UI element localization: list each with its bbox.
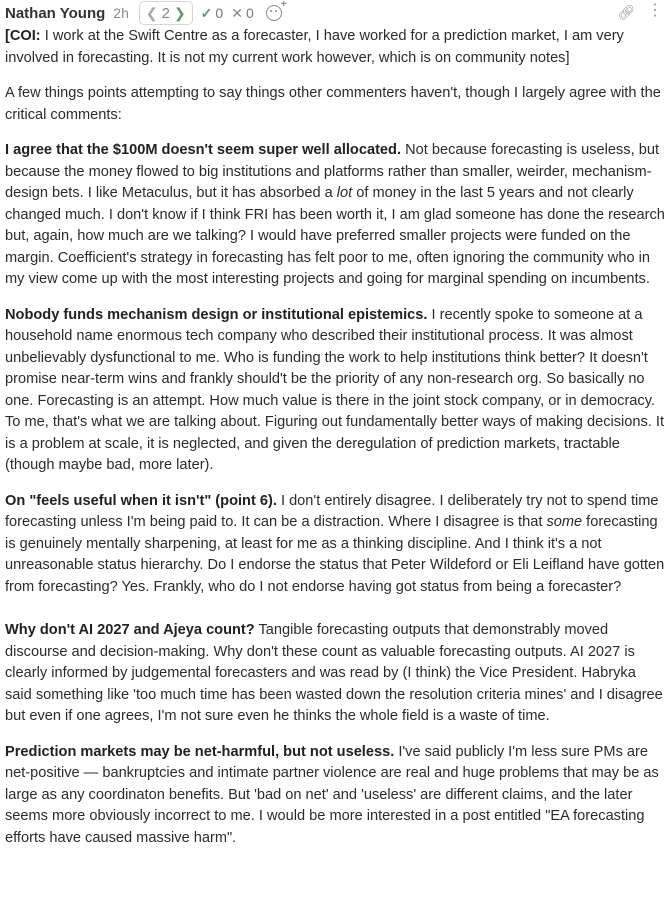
- chevron-left-icon[interactable]: ❮: [145, 4, 158, 21]
- disagree-count: 0: [245, 5, 254, 21]
- bold-lead: On "feels useful when it isn't" (point 6).: [5, 492, 277, 509]
- bold-lead: [COI:: [5, 28, 41, 44]
- paragraph-prediction-markets: [5, 742, 666, 850]
- bold-lead: Prediction markets may be net-harmful, but not useless.: [5, 743, 395, 760]
- cross-icon[interactable]: ✕: [231, 4, 243, 21]
- paragraph-coi: [5, 26, 666, 69]
- italic-emphasis: some: [546, 514, 583, 530]
- comment-header: [5, 0, 666, 26]
- agree-count: 0: [215, 5, 224, 21]
- paragraph-text: I work at the Swift Centre as a forecaster, I have worked for a prediction market, I am very involved in forecasting. It is not my current work however, which is on community notes]: [5, 28, 624, 66]
- more-vertical-icon[interactable]: ⋮: [647, 2, 662, 19]
- paragraph-intro: [5, 83, 666, 126]
- comment-time[interactable]: 2h: [113, 5, 129, 21]
- link-icon[interactable]: 🔗︎: [617, 4, 635, 20]
- bold-lead: Why don't AI 2027 and Ajeya count?: [5, 622, 255, 638]
- agree-vote[interactable]: [201, 5, 224, 22]
- bold-lead: Nobody funds mechanism design or institutional epistemics.: [5, 306, 428, 323]
- paragraph-text: Not because forecasting is useless, but because the money flowed to big institutions and platforms rather than smaller, weirder, mechanism-design bets. I like Metaculus, but it has absorbed a: [5, 142, 659, 201]
- author-name[interactable]: Nathan Young: [5, 4, 106, 22]
- paragraph-text: of money in the last 5 years and not clearly changed much. I don't know if I think FRI has been worth it, I am glad someone has done the research but, again, how much are we talking? I would have preferred smaller projects were funded on the margin. Coefficient's strategy in forecasting has felt poor to me, often ignoring the community who in my view come up with the most interesting projects and going for marginal spending on incumbents.: [5, 185, 665, 287]
- paragraph-text: Tangible forecasting outputs that demonstrably moved discourse and decision-making. Why don't these count as valuable forecasting outputs. AI 2027 is clearly informed by judgemental forecasters and was read by (I think) the Vice President. Habryka said something like 'too much time has been wasted down the resolution criteria mines' and I disagree but even if one agrees, I'm not sure even he thinks the whole field is a waste of time.: [5, 622, 663, 724]
- disagree-vote[interactable]: [231, 5, 254, 22]
- comment-body: [5, 26, 666, 849]
- karma-vote: [139, 1, 193, 25]
- paragraph-allocation: [5, 140, 666, 291]
- paragraph-text: I don't entirely disagree. I deliberately try not to spend time forecasting unless I'm being paid to. It can be a distraction. Where I disagree is that: [5, 492, 659, 530]
- karma-score: 2: [161, 4, 170, 22]
- paragraph-text: A few things points attempting to say things other commenters haven't, though I largely agree with the critical comments:: [5, 85, 661, 123]
- paragraph-ai-2027: [5, 620, 666, 728]
- paragraph-mechanism: [5, 305, 666, 477]
- paragraph-text: I recently spoke to someone at a household name enormous tech company who described their institutional process. It was almost unbelievably dysfunctional to me. Who is funding the work to help institutions think better? It doesn't promise near-term wins and frankly should't be the priority of any non-research org. So basically no one. Forecasting is an attempt. How much value is there in the joint stock company, or in democracy. To me, that's what we are talking about. Figuring out fundamentally better ways of making decisions. It is a problem at scale, it is neglected, and given the deregulation of prediction markets, tractable (though maybe bad, more later).: [5, 306, 665, 473]
- check-icon[interactable]: ✓: [200, 4, 213, 21]
- bold-lead: I agree that the $100M doesn't seem super well allocated.: [5, 142, 402, 158]
- comment-actions: [617, 4, 662, 21]
- paragraph-text: I've said publicly I'm less sure PMs are net-positive — bankruptcies and intimate partner violence are real and huge problems that may be as large as any coordinaton benefits. But 'bad on net' and 'useless' are different claims, and the later seems more obviously incorrect to me. I would be more interested in a post entitled "EA forecasting efforts have caused massive harm".: [5, 743, 659, 846]
- paragraph-feels-useful: [5, 491, 666, 599]
- italic-emphasis: lot: [336, 185, 353, 201]
- chevron-right-icon[interactable]: ❯: [173, 4, 186, 21]
- paragraph-text: forecasting is genuinely mentally sharpening, at least for me as a thinking discipline. And I think it's a not unreasonable status hierarchy. Do I endorse the status that Peter Wildeford or Eli Leifland have gotten from forecasting? Yes. Frankly, who do I not endorse having got status from being a forecaster?: [5, 514, 665, 595]
- add-reaction-icon[interactable]: [266, 5, 282, 21]
